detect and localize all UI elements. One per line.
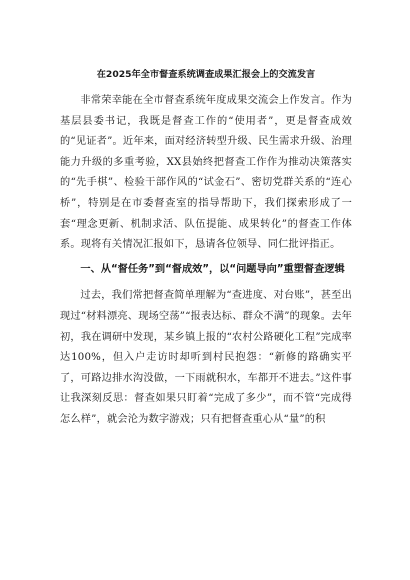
- body-paragraph-intro: 非常荣幸能在全市督查系统年度成果交流会上作发言。作为基层县委书记，我既是督查工作的“使用者”，更是督查成效的“见证者”。近年来，面对经济转型升级、民生需求升级、治理能力升级的多重考验，XX县始终把督查工作作为推动决策落实的“先手棋”、检验干部作风的“试金石”、密切党群关系的“连心桥”，特别是在市委督查室的指导帮助下，我们探索形成了一套“理念更新、机制求活、队伍提能、成果转化”的督查工作体系。现将有关情况汇报如下，恳请各位领导、同仁批评指正。: [60, 95, 352, 251]
- body-paragraph-section-1: 过去，我们常把督查简单理解为“查进度、对台账”，甚至出现过“材料漂亮、现场空荡”“报表达标、群众不满”的现象。去年初，我在调研中发现，某乡镇上报的“农村公路硬化工程”完成率达100%，但入户走访时却听到村民抱怨：“新修的路确实平了，可路边排水沟没做，一下雨就积水，车都开不进去。”这件事让我深刻反思：督查如果只盯着“完成了多少”，而不管“完成得怎么样”，就会沦为数字游戏；只有把督查重心从“量”的积: [60, 290, 352, 425]
- section-heading-1: 一、从“督任务”到“督成效”，以“问题导向”重塑督查逻辑: [80, 263, 345, 275]
- document-title: 在2025年全市督查系统调查成果汇报会上的交流发言: [96, 69, 316, 80]
- document-page: [60, 68, 352, 431]
